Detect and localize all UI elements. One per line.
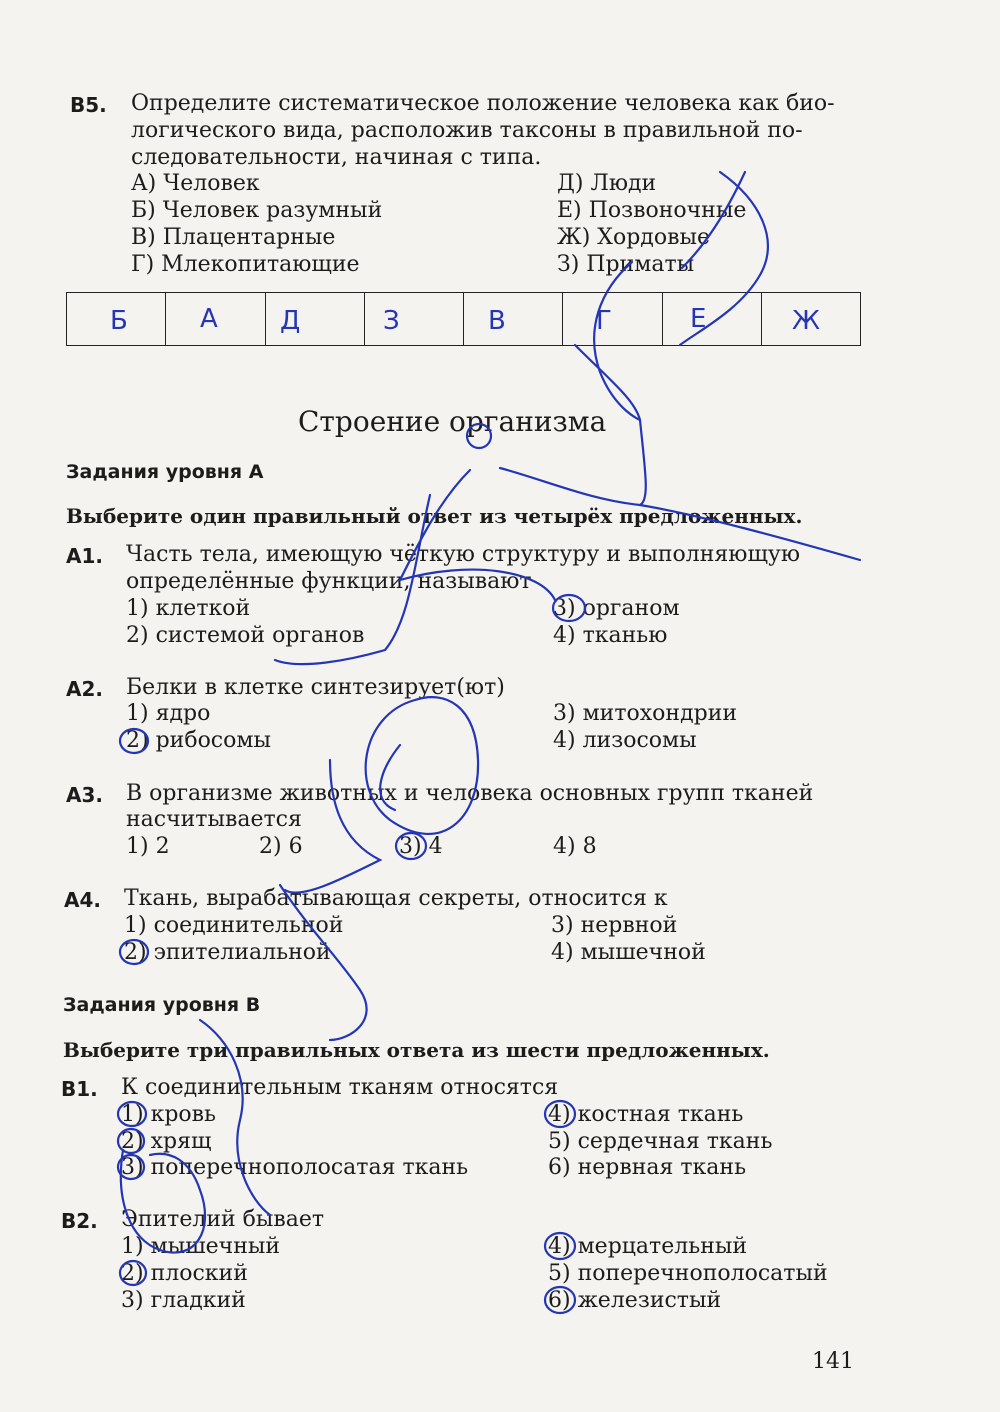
a4-option-4: 4) мышечной	[551, 940, 706, 965]
b2-option-4: 4) мерцательный	[548, 1234, 748, 1259]
a3-option-4: 4) 8	[553, 834, 597, 859]
task-number-b2: В2.	[61, 1209, 98, 1233]
a4-option-1: 1) соединительной	[124, 913, 344, 938]
b5-option-e: Е) Позвоночные	[557, 198, 747, 223]
a3-question-line-1: В организме животных и человека основных групп тканей	[126, 781, 814, 806]
task-number-a3: А3.	[66, 783, 103, 807]
b1-option-1: 1) кровь	[121, 1102, 217, 1127]
b5-option-b: Б) Человек разумный	[131, 198, 383, 223]
a4-question: Ткань, вырабатывающая секреты, относится к	[124, 886, 668, 911]
b5-option-a: А) Человек	[131, 171, 260, 196]
task-number-b5: В5.	[70, 93, 107, 117]
b5-option-g: Г) Млекопитающие	[131, 252, 360, 277]
answer-cell[interactable]	[364, 293, 463, 346]
a2-option-4: 4) лизосомы	[553, 728, 697, 753]
b5-question-line-3: следовательности, начиная с типа.	[131, 145, 542, 170]
answer-cell[interactable]	[464, 293, 563, 346]
b5-option-d: Д) Люди	[557, 171, 657, 196]
handwritten-answer: В	[488, 306, 506, 336]
a4-option-2: 2) эпителиальной	[124, 940, 331, 965]
b5-option-v: В) Плацентарные	[131, 225, 336, 250]
b5-answer-table	[66, 292, 861, 346]
page-number: 141	[812, 1349, 854, 1374]
b2-option-3: 3) гладкий	[121, 1288, 246, 1313]
a3-question-line-2: насчитывается	[126, 807, 302, 832]
handwritten-answer: А	[200, 304, 218, 334]
task-number-a4: А4.	[64, 888, 101, 912]
level-b-heading: Задания уровня В	[63, 994, 261, 1016]
task-number-b1: В1.	[61, 1077, 98, 1101]
handwritten-answer: Д	[280, 306, 301, 336]
a2-question: Белки в клетке синтезирует(ют)	[126, 675, 505, 700]
answer-cell[interactable]	[563, 293, 662, 346]
a1-question-line-1: Часть тела, имеющую чёткую структуру и выполняющую	[126, 542, 801, 567]
b5-question-line-2: логического вида, расположив таксоны в правильной по-	[131, 118, 803, 143]
b2-option-2: 2) плоский	[121, 1261, 248, 1286]
b1-option-6: 6) нервная ткань	[548, 1155, 747, 1180]
a1-question-line-2: определённые функции, называют	[126, 569, 532, 594]
b1-question: К соединительным тканям относятся	[121, 1075, 559, 1100]
a2-option-2: 2) рибосомы	[126, 728, 271, 753]
a1-option-1: 1) клеткой	[126, 596, 251, 621]
level-a-instruction: Выберите один правильный ответ из четырёх предложенных.	[66, 504, 803, 528]
handwritten-answer: Г	[596, 306, 612, 336]
b5-question-line-1: Определите систематическое положение человека как био-	[131, 91, 835, 116]
b2-option-1: 1) мышечный	[121, 1234, 281, 1259]
b2-question: Эпителий бывает	[121, 1207, 325, 1232]
task-number-a1: А1.	[66, 544, 103, 568]
a3-option-3: 3) 4	[399, 834, 443, 859]
a1-option-2: 2) системой органов	[126, 623, 365, 648]
section-title: Строение организма	[298, 405, 607, 438]
a3-option-2: 2) 6	[259, 834, 303, 859]
a2-option-1: 1) ядро	[126, 701, 211, 726]
handwritten-answer: Б	[110, 306, 128, 336]
level-b-instruction: Выберите три правильных ответа из шести предложенных.	[63, 1038, 770, 1062]
level-a-heading: Задания уровня А	[66, 461, 264, 483]
a1-option-4: 4) тканью	[553, 623, 668, 648]
answer-cell[interactable]	[662, 293, 761, 346]
b5-option-z: З) Приматы	[557, 252, 695, 277]
a4-option-3: 3) нервной	[551, 913, 678, 938]
b1-option-5: 5) сердечная ткань	[548, 1129, 773, 1154]
b1-option-3: 3) поперечнополосатая ткань	[121, 1155, 469, 1180]
a1-option-3: 3) органом	[553, 596, 680, 621]
a3-option-1: 1) 2	[126, 834, 170, 859]
b5-option-zh: Ж) Хордовые	[557, 225, 710, 250]
a2-option-3: 3) митохондрии	[553, 701, 738, 726]
b2-option-6: 6) железистый	[548, 1288, 722, 1313]
b1-option-4: 4) костная ткань	[548, 1102, 744, 1127]
task-number-a2: А2.	[66, 677, 103, 701]
b1-option-2: 2) хрящ	[121, 1129, 212, 1154]
handwritten-answer: З	[383, 306, 400, 336]
handwritten-answer: Е	[690, 304, 707, 334]
pen-scribble	[366, 697, 478, 834]
b2-option-5: 5) поперечнополосатый	[548, 1261, 828, 1286]
handwritten-answer: Ж	[792, 306, 821, 336]
